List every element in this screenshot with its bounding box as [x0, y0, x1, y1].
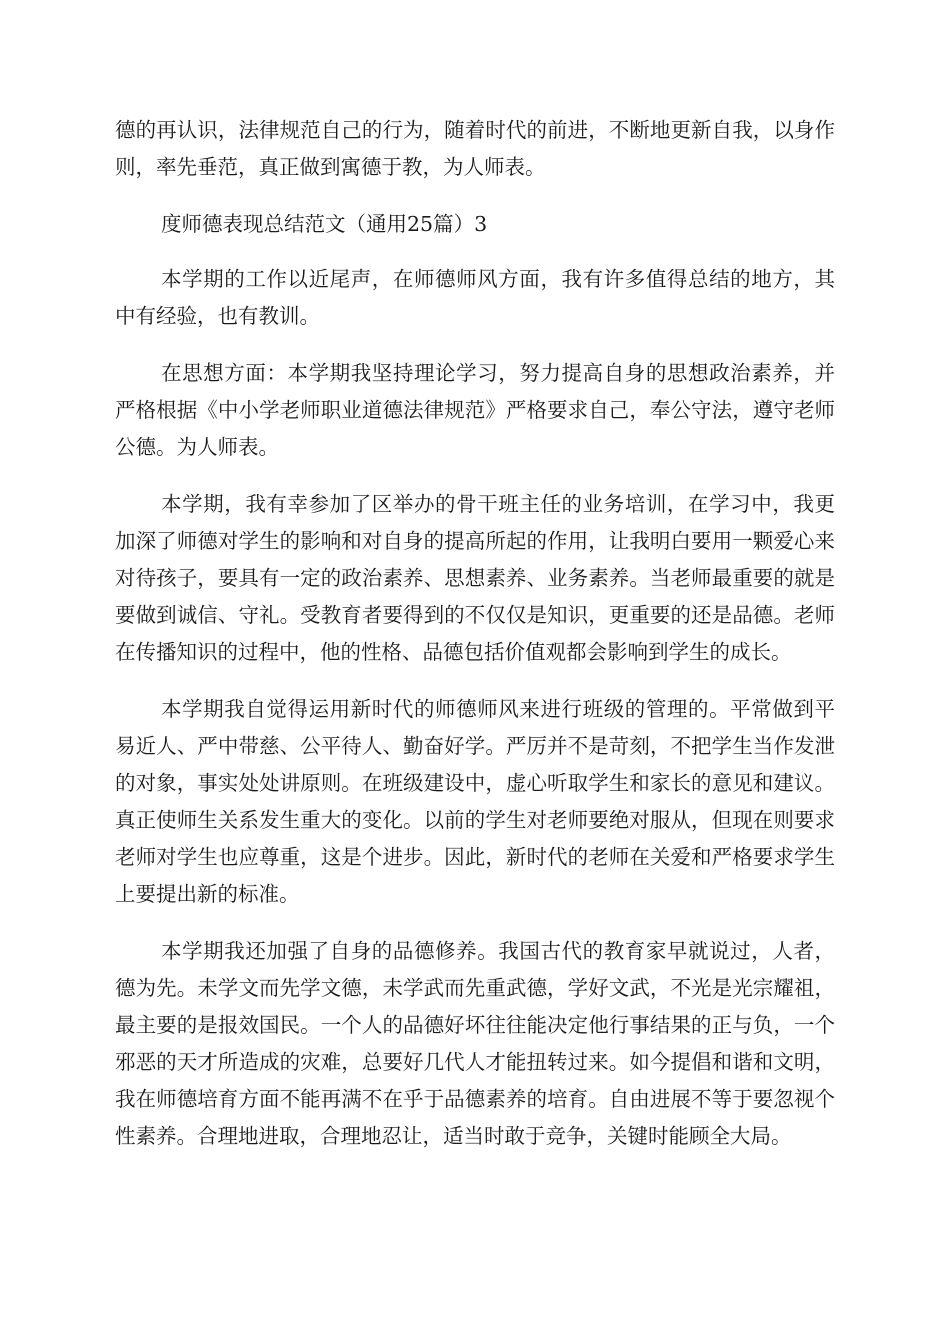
continuation-paragraph: 德的再认识，法律规范自己的行为，随着时代的前进，不断地更新自我，以身作则，率先垂范，真正做到寓德于教，为人师表。 — [115, 118, 835, 179]
document-page — [115, 112, 835, 1175]
body-paragraph: 本学期我自觉得运用新时代的师德师风来进行班级的管理的。平常做到平易近人、严中带慈、公平待人、勤奋好学。严厉并不是苛刻，不把学生当作发泄的对象，事实处处讲原则。在班级建设中，虚心听取学生和家长的意见和建议。真正使师生关系发生重大的变化。以前的学生对老师要绝对服从，但现在则要求老师对学生也应尊重，这是个进步。因此，新时代的老师在关爱和严格要求学生上要提出新的标准。 — [115, 697, 835, 906]
body-paragraph: 本学期，我有幸参加了区举办的骨干班主任的业务培训，在学习中，我更加深了师德对学生的影响和对自身的提高所起的作用，让我明白要用一颗爱心来对待孩子，要具有一定的政治素养、思想素养、业务素养。当老师最重要的就是要做到诚信、守礼。受教育者要得到的不仅仅是知识，更重要的还是品德。老师在传播知识的过程中，他的性格、品德包括价值观都会影响到学生的成长。 — [115, 492, 835, 664]
section-heading: 度师德表现总结范文（通用25篇）3 — [161, 212, 488, 236]
body-paragraph: 在思想方面：本学期我坚持理论学习，努力提高自身的思想政治素养，并严格根据《中小学老师职业道德法律规范》严格要求自己，奉公守法，遵守老师公德。为人师表。 — [115, 361, 835, 459]
body-paragraph: 本学期的工作以近尾声，在师德师风方面，我有许多值得总结的地方，其中有经验，也有教训。 — [115, 267, 835, 328]
body-paragraph: 本学期我还加强了自身的品德修养。我国古代的教育家早就说过，人者，德为先。未学文而先学文德，未学武而先重武德，学好文武，不光是光宗耀祖，最主要的是报效国民。一个人的品德好坏往往能决定他行事结果的正与负，一个邪恶的天才所造成的灾难，总要好几代人才能扭转过来。如今提倡和谐和文明，我在师德培育方面不能再满不在乎于品德素养的培育。自由进展不等于要忽视个性素养。合理地进取，合理地忍让，适当时敢于竞争，关键时能顾全大局。 — [115, 939, 835, 1148]
